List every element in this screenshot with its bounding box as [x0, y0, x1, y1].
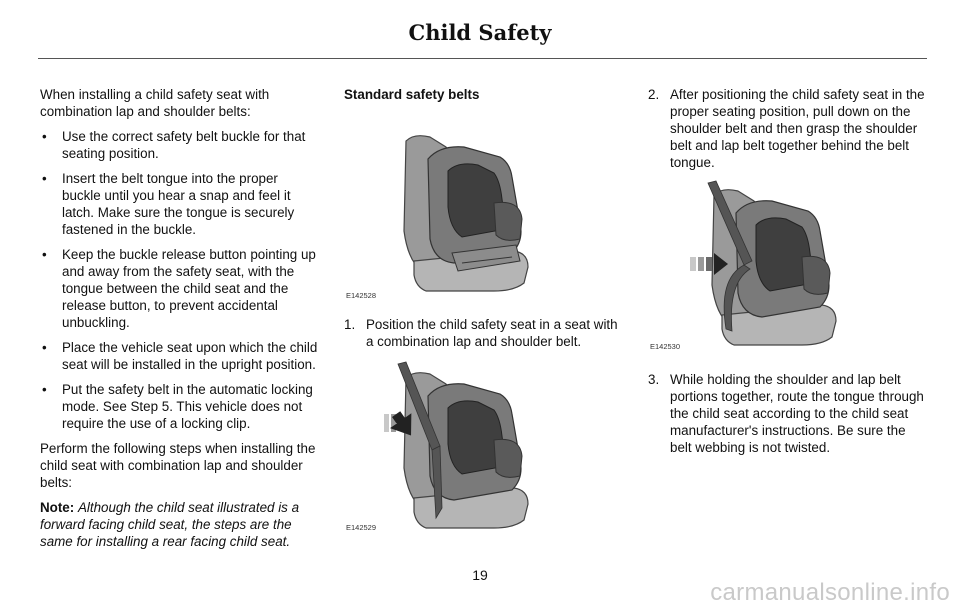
perform-paragraph: Perform the following steps when installing the child seat with combination lap and shoulder belts:: [40, 441, 316, 490]
header-divider: [38, 58, 927, 59]
step-2: [648, 86, 928, 171]
step-number: 3.: [648, 372, 660, 387]
step-text: Position the child safety seat in a seat with a combination lap and shoulder belt.: [366, 317, 618, 349]
figure-child-seat-1: [344, 111, 626, 306]
figure-child-seat-3: [648, 179, 928, 357]
figure-id: E142528: [346, 291, 377, 300]
note-text: Although the child seat illustrated is a forward facing child seat, the steps are the same for installing a rear facing child seat.: [40, 500, 300, 549]
step-1: [344, 316, 626, 350]
middle-column: [344, 86, 626, 538]
intro-paragraph: When installing a child safety seat with combination lap and shoulder belts:: [40, 87, 270, 119]
watermark: carmanualsonline.info: [710, 579, 950, 606]
figure-id: E142529: [346, 523, 377, 532]
step-text: After positioning the child safety seat in the proper seating position, pull down on the shoulder belt and then grasp the shoulder belt and lap belt together behind the belt tongue.: [670, 87, 925, 170]
note-label: Note:: [40, 500, 75, 515]
step-number: 2.: [648, 87, 660, 102]
step-text: While holding the shoulder and lap belt portions together, route the tongue through the child seat according to the child seat manufacturer's instructions. Be sure the belt webbing is not twisted.: [670, 372, 924, 455]
note-paragraph: [40, 499, 320, 550]
figure-id: E142530: [650, 342, 681, 351]
list-item: • Put the safety belt in the automatic locking mode. See Step 5. This vehicle does not require the use of a locking clip.: [40, 381, 320, 432]
list-item: • Place the vehicle seat upon which the child seat will be installed in the upright position.: [40, 339, 320, 373]
child-seat-belt-illustration: [344, 358, 626, 538]
list-item: • Insert the belt tongue into the proper buckle until you hear a snap and feel it latch. Make sure the tongue is securely fastened in the buckle.: [40, 170, 320, 238]
child-seat-illustration: [344, 111, 626, 306]
step-3: [648, 371, 928, 456]
right-column: [648, 86, 928, 464]
left-column: [40, 86, 320, 558]
list-item: • Use the correct safety belt buckle for that seating position.: [40, 128, 320, 162]
page-number: 19: [472, 567, 488, 583]
child-seat-belt-pull-illustration: [648, 179, 928, 357]
requirements-list: [40, 128, 320, 432]
step-number: 1.: [344, 317, 356, 332]
list-item: • Keep the buckle release button pointing up and away from the safety seat, with the tongue between the child seat and the release button, to prevent accidental unbuckling.: [40, 246, 320, 331]
section-heading: Standard safety belts: [344, 87, 480, 102]
figure-child-seat-2: [344, 358, 626, 538]
page-title: Child Safety: [408, 20, 552, 45]
